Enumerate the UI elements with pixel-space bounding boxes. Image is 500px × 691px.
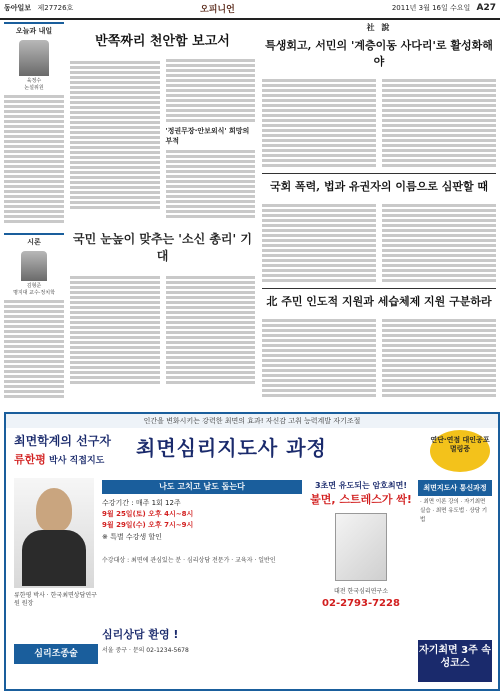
author-photo (19, 40, 49, 76)
middle-column (70, 22, 255, 386)
ad-schedule: 수강기간 : 매주 1회 12주 9월 25일(토) 오후 4시~8시 9월 29일(수) 오후 7시~9시 ※ 특별 수강생 할인 (102, 499, 194, 541)
column-label-today: 오늘과 내일 (4, 22, 64, 36)
ad-portrait-caption: 류한평 박사 · 한국최면상담연구원 원장 (14, 592, 97, 608)
ad-badge: 연단·연점 대인공포 멸링증 (430, 430, 490, 472)
body-text (262, 317, 376, 399)
editorial-title: 특생회고, 서민의 '계층이동 사다리'로 활성화해야 (265, 39, 493, 68)
editorial-title: 국회 폭력, 법과 유권자의 이름으로 심판할 때 (269, 180, 489, 193)
body-text (166, 274, 256, 386)
ad-right-bottom: 자기최면 3주 속성코스 (418, 640, 492, 682)
ad-center-foot: 서울 중구 · 문의 02-1234-5678 (102, 647, 189, 654)
editorial-column (262, 22, 496, 399)
body-text (382, 317, 496, 399)
article-title: 반쪽짜리 천안함 보고서 (95, 34, 230, 49)
author-title: 논설위원 (24, 84, 44, 91)
divider (262, 173, 496, 174)
article-title: 국민 눈높이 맞추는 '소신 총리' 기대 (73, 232, 252, 263)
paper-name: 동아일보 (4, 4, 32, 12)
ad-doctor-role: 박사 직접지도 (49, 456, 105, 466)
author-photo (21, 251, 47, 281)
masthead (0, 0, 500, 20)
ad-book-promo: 3초면 유도되는 암호최면! 불면, 스트레스가 싹! 대전 한국심리연구소 02-2793-7228 (306, 480, 416, 680)
body-text (4, 95, 64, 223)
issue-number: 제27726호 (37, 4, 74, 12)
ad-portrait (14, 478, 94, 588)
book-cover-image (335, 513, 387, 581)
divider (262, 288, 496, 289)
section-title: 오피니언 (200, 5, 235, 15)
ad-info: 수강대상 : 최면에 관심있는 분 · 심리상담 전문가 · 교육자 · 일반인 (102, 557, 276, 564)
column-label-siron: 시론 (4, 233, 64, 247)
article-subhead: '정권무장·안보외식' 희망의 부적 (165, 127, 250, 145)
body-text (70, 274, 160, 386)
ad-headline: 최면심리지도사 과정 (136, 436, 327, 460)
body-text (166, 59, 256, 122)
editorial-title: 北 주민 인도적 지원과 세습체제 지원 구분하라 (266, 295, 492, 308)
author-title: 명지대 교수·정치학 (13, 289, 55, 296)
ad-top-strip: 인간을 변화시키는 강력한 최면의 효과! 자신감 고취 능력계발 자기조절 (6, 414, 498, 428)
ad-phone: 02-2793-7228 (322, 598, 400, 609)
ad-blue-bar: 나도 고치고 남도 돕는다 (102, 480, 302, 494)
author-name: 육정수 (26, 78, 42, 84)
editorial-label: 社 說 (366, 23, 392, 32)
date: 2011년 3월 16일 수요일 (391, 4, 471, 12)
author-name: 김형준 (26, 283, 42, 289)
left-column (4, 22, 64, 400)
body-text (262, 77, 376, 169)
body-text (262, 202, 376, 284)
page-number: A27 (476, 3, 496, 13)
body-text (70, 59, 160, 220)
body-text (382, 77, 496, 169)
ad-bottom-left-label: 심리조종술 (14, 644, 98, 664)
ad-center-title: 심리상담 환영 ! (102, 628, 179, 641)
body-text (4, 300, 64, 398)
body-text (382, 202, 496, 284)
advertisement (4, 412, 500, 691)
ad-right-box: 최면지도사 통신과정 · 최면 이론 강의 · 자기최면 실습 · 최면 유도법 · 상담 기법 (418, 480, 492, 526)
ad-pioneer-title: 최면학계의 선구자 (14, 434, 111, 448)
ad-doctor-name: 류한평 (14, 453, 46, 466)
body-text (166, 150, 256, 218)
